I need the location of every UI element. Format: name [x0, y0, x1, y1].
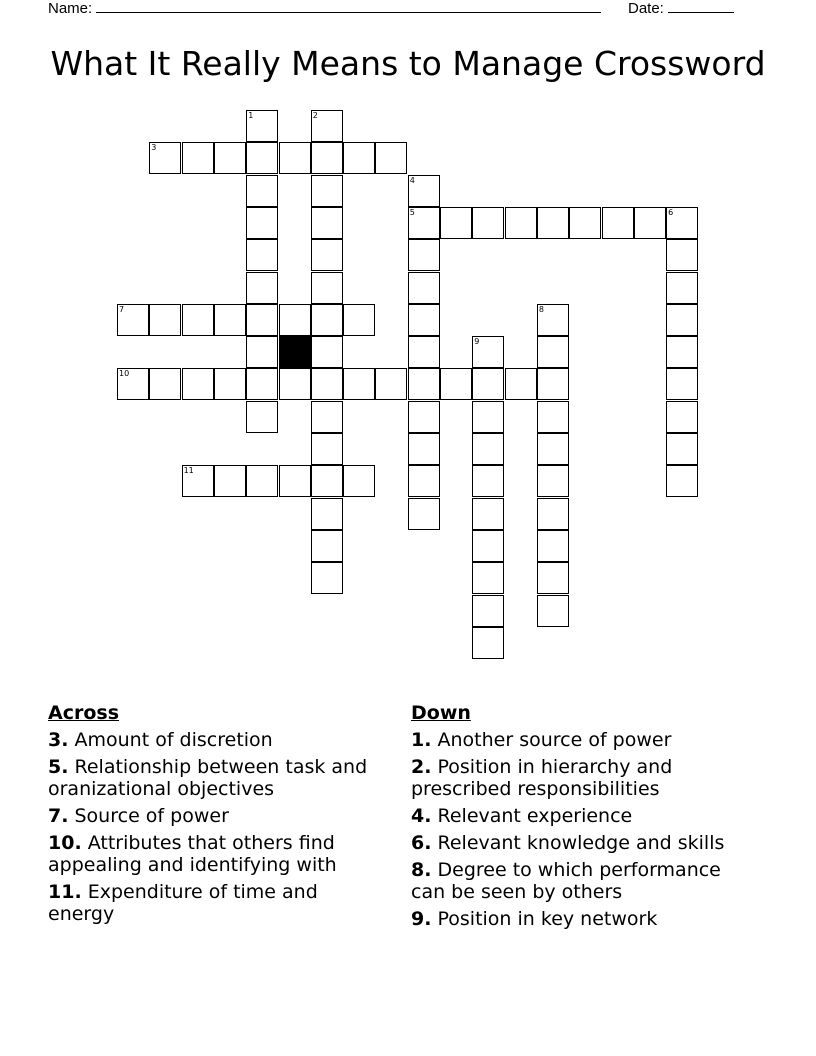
clue-number-label: 5	[409, 207, 415, 217]
grid-cell[interactable]	[537, 207, 569, 239]
grid-cell[interactable]	[472, 465, 504, 497]
date-label: Date:	[628, 0, 664, 17]
grid-cell[interactable]	[472, 595, 504, 627]
grid-cell[interactable]	[246, 207, 278, 239]
clue-number: 5.	[48, 756, 69, 778]
grid-cell[interactable]	[666, 433, 698, 465]
clue-down-1	[411, 729, 756, 751]
clue-text: Degree to which performance can be seen by others	[411, 859, 721, 903]
grid-cell[interactable]	[311, 465, 343, 497]
clue-down-8	[411, 859, 756, 903]
clue-down-4	[411, 805, 756, 827]
clue-number: 7.	[48, 805, 69, 827]
clue-down-6	[411, 832, 756, 854]
clue-down-2	[411, 756, 756, 800]
grid-cell[interactable]	[311, 207, 343, 239]
black-square	[279, 336, 311, 368]
grid-cell[interactable]	[246, 401, 278, 433]
grid-cell[interactable]	[149, 304, 181, 336]
grid-cell[interactable]	[408, 401, 440, 433]
grid-cell[interactable]	[505, 207, 537, 239]
clue-across-5	[48, 756, 378, 800]
clue-number-label: 2	[312, 111, 318, 120]
grid-cell[interactable]	[472, 562, 504, 594]
grid-cell[interactable]	[666, 336, 698, 368]
grid-cell[interactable]	[666, 239, 698, 271]
clue-down-9	[411, 908, 756, 930]
clue-across-3	[48, 729, 378, 751]
clue-number: 6.	[411, 832, 432, 854]
grid-cell[interactable]	[311, 336, 343, 368]
grid-cell[interactable]	[537, 433, 569, 465]
clue-text: Relevant knowledge and skills	[437, 832, 725, 854]
grid-cell[interactable]	[472, 401, 504, 433]
clue-number: 10.	[48, 832, 82, 854]
grid-cell[interactable]	[440, 207, 472, 239]
grid-cell[interactable]	[537, 336, 569, 368]
grid-cell[interactable]	[182, 368, 214, 400]
grid-cell[interactable]	[343, 142, 375, 174]
page-title: What It Really Means to Manage Crossword	[50, 44, 766, 83]
clue-across-7	[48, 805, 378, 827]
clue-text: Position in key network	[437, 908, 658, 930]
clue-number-label: 10	[119, 369, 130, 379]
grid-cell[interactable]	[279, 142, 311, 174]
clue-number-label: 11	[183, 466, 194, 476]
clue-number-label: 4	[409, 175, 415, 185]
clue-number: 8.	[411, 859, 432, 881]
clue-number: 9.	[411, 908, 432, 930]
grid-cell[interactable]	[408, 465, 440, 497]
grid-cell[interactable]	[311, 368, 343, 400]
clue-number-label: 9	[474, 337, 480, 347]
grid-cell[interactable]	[408, 498, 440, 530]
grid-cell[interactable]	[472, 433, 504, 465]
clue-text: Expenditure of time and energy	[48, 881, 318, 925]
clue-number-label: 8	[538, 304, 544, 314]
clue-across-10	[48, 832, 378, 876]
grid-cell[interactable]	[311, 142, 343, 174]
clue-number: 2.	[411, 756, 432, 778]
grid-cell[interactable]	[311, 304, 343, 336]
clue-text: Position in hierarchy and prescribed responsibilities	[411, 756, 673, 800]
across-clues	[48, 702, 378, 930]
grid-cell[interactable]	[311, 530, 343, 562]
grid-cell[interactable]	[311, 272, 343, 304]
grid-cell[interactable]	[537, 465, 569, 497]
grid-cell[interactable]	[279, 304, 311, 336]
clue-number: 4.	[411, 805, 432, 827]
down-heading: Down	[411, 702, 471, 724]
grid-cell[interactable]	[537, 401, 569, 433]
grid-cell[interactable]	[666, 401, 698, 433]
clue-text: Another source of power	[437, 729, 672, 751]
grid-cell[interactable]	[246, 368, 278, 400]
grid-cell[interactable]	[343, 304, 375, 336]
grid-cell[interactable]	[246, 465, 278, 497]
grid-cell[interactable]	[666, 304, 698, 336]
grid-cell[interactable]	[311, 239, 343, 271]
clue-number-label: 3	[151, 143, 157, 153]
clue-text: Attributes that others find appealing and identifying with	[48, 832, 337, 876]
grid-cell[interactable]	[472, 368, 504, 400]
grid-cell[interactable]	[666, 272, 698, 304]
grid-cell[interactable]	[279, 465, 311, 497]
grid-cell[interactable]	[602, 207, 634, 239]
grid-cell[interactable]	[472, 207, 504, 239]
clue-number-label: 7	[119, 304, 125, 314]
grid-cell[interactable]	[537, 562, 569, 594]
grid-cell[interactable]	[472, 627, 504, 659]
grid-cell[interactable]	[375, 368, 407, 400]
grid-cell[interactable]	[311, 401, 343, 433]
grid-cell[interactable]	[343, 465, 375, 497]
grid-cell[interactable]	[214, 304, 246, 336]
grid-cell[interactable]	[311, 498, 343, 530]
clue-number: 11.	[48, 881, 82, 903]
grid-cell[interactable]	[375, 142, 407, 174]
grid-cell[interactable]	[343, 368, 375, 400]
grid-cell[interactable]	[182, 142, 214, 174]
grid-cell[interactable]	[408, 368, 440, 400]
down-clues	[411, 702, 756, 935]
grid-cell[interactable]	[440, 368, 472, 400]
grid-cell[interactable]	[569, 207, 601, 239]
grid-cell[interactable]	[214, 368, 246, 400]
grid-cell[interactable]	[246, 336, 278, 368]
grid-cell[interactable]	[279, 368, 311, 400]
grid-cell[interactable]	[408, 272, 440, 304]
grid-cell[interactable]	[505, 368, 537, 400]
grid-cell[interactable]	[472, 530, 504, 562]
clue-text: Amount of discretion	[74, 729, 273, 751]
grid-cell[interactable]	[666, 368, 698, 400]
grid-cell[interactable]	[537, 530, 569, 562]
grid-cell[interactable]	[246, 142, 278, 174]
clue-number-label: 1	[248, 111, 254, 120]
clue-number: 1.	[411, 729, 432, 751]
grid-cell[interactable]	[537, 498, 569, 530]
grid-cell[interactable]	[537, 368, 569, 400]
clue-number-label: 6	[668, 207, 674, 217]
name-label: Name:	[48, 0, 93, 17]
grid-cell[interactable]	[214, 465, 246, 497]
across-heading: Across	[48, 702, 120, 724]
grid-cell[interactable]	[214, 142, 246, 174]
grid-cell[interactable]	[182, 304, 214, 336]
grid-cell[interactable]	[408, 433, 440, 465]
grid-cell[interactable]	[246, 304, 278, 336]
grid-cell[interactable]	[246, 272, 278, 304]
grid-cell[interactable]	[634, 207, 666, 239]
grid-cell[interactable]	[311, 562, 343, 594]
clue-text: Relationship between task and oranizational objectives	[48, 756, 368, 800]
clue-number: 3.	[48, 729, 69, 751]
clue-across-11	[48, 881, 378, 925]
clue-text: Relevant experience	[437, 805, 633, 827]
grid-cell[interactable]	[408, 239, 440, 271]
grid-cell[interactable]	[666, 465, 698, 497]
grid-cell[interactable]	[408, 304, 440, 336]
grid-cell[interactable]	[472, 498, 504, 530]
grid-cell[interactable]	[311, 433, 343, 465]
grid-cell[interactable]	[149, 368, 181, 400]
grid-cell[interactable]	[311, 175, 343, 207]
grid-cell[interactable]	[408, 336, 440, 368]
grid-cell[interactable]	[246, 239, 278, 271]
grid-cell[interactable]	[537, 595, 569, 627]
clue-text: Source of power	[74, 805, 229, 827]
grid-cell[interactable]	[246, 175, 278, 207]
